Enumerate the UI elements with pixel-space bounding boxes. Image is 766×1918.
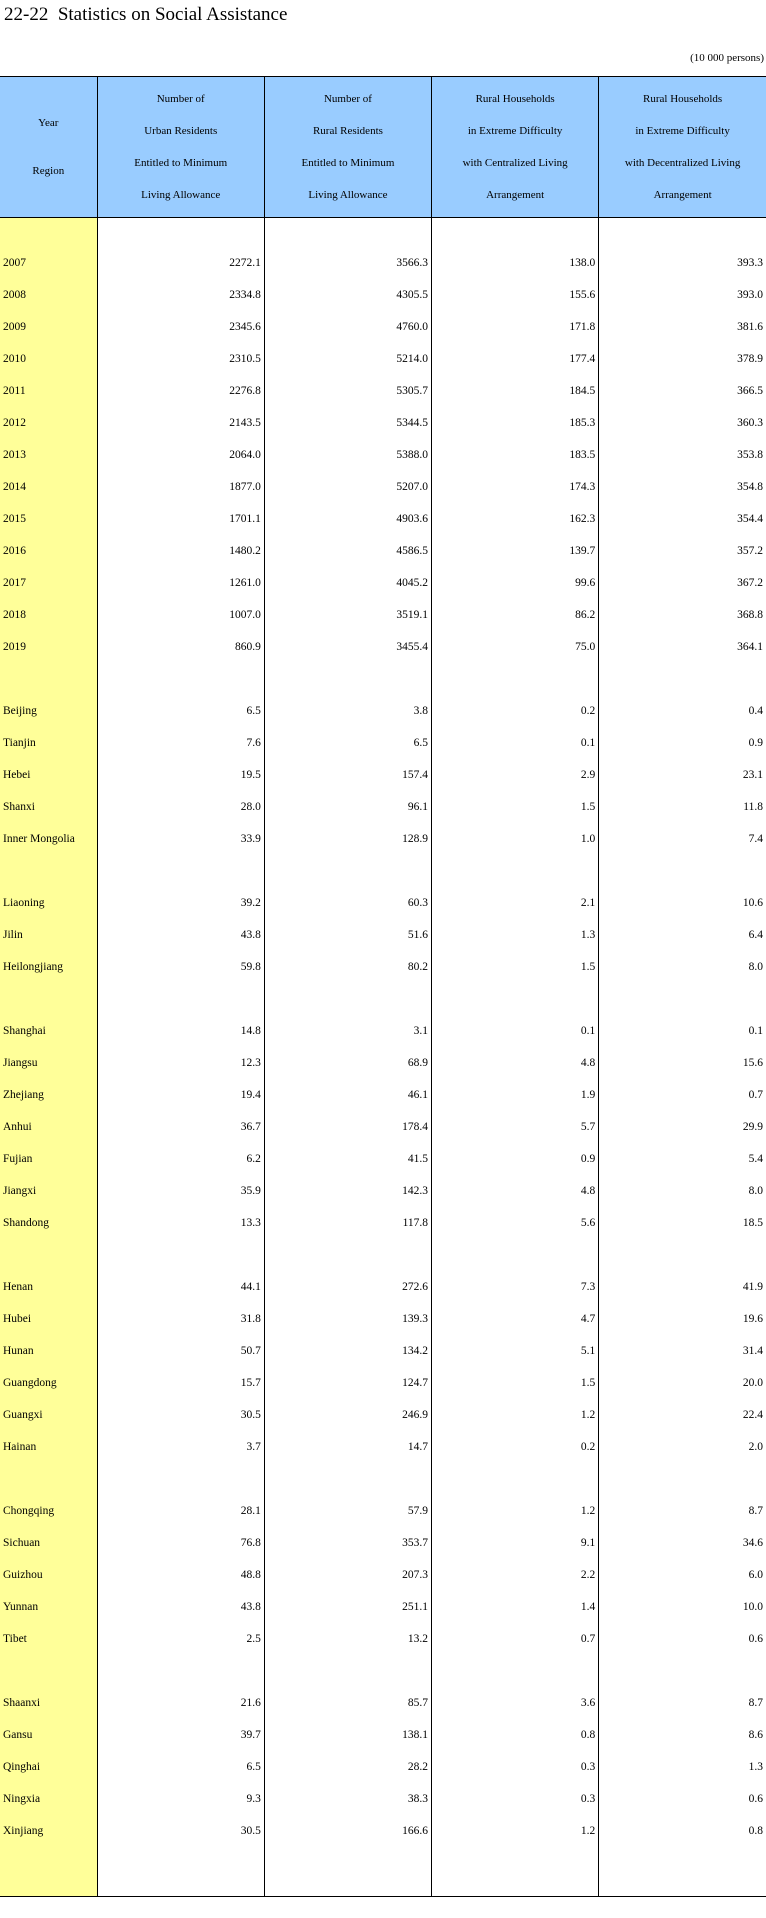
data-cell: 38.3 <box>264 1783 431 1815</box>
row-label: 2016 <box>0 535 97 567</box>
row-label: 2010 <box>0 343 97 375</box>
row-label: 2011 <box>0 375 97 407</box>
data-cell: 7.3 <box>432 1271 599 1303</box>
table-row <box>0 1367 766 1399</box>
data-cell: 246.9 <box>264 1399 431 1431</box>
data-cell: 0.2 <box>432 695 599 727</box>
data-cell: 5214.0 <box>264 343 431 375</box>
row-label: Guangdong <box>0 1367 97 1399</box>
data-cell: 1.2 <box>432 1495 599 1527</box>
data-cell: 33.9 <box>97 823 264 855</box>
data-cell: 177.4 <box>432 343 599 375</box>
data-cell: 75.0 <box>432 631 599 663</box>
table-row <box>0 247 766 279</box>
spacer-row <box>0 855 766 887</box>
data-cell: 28.2 <box>264 1751 431 1783</box>
data-cell: 8.0 <box>599 1175 766 1207</box>
data-cell: 162.3 <box>432 503 599 535</box>
row-label: Shanghai <box>0 1015 97 1047</box>
data-cell: 2334.8 <box>97 279 264 311</box>
data-cell: 171.8 <box>432 311 599 343</box>
statistics-table <box>0 76 766 1897</box>
data-cell: 393.3 <box>599 247 766 279</box>
data-cell: 31.4 <box>599 1335 766 1367</box>
data-cell: 8.6 <box>599 1719 766 1751</box>
data-cell: 19.6 <box>599 1303 766 1335</box>
data-cell: 381.6 <box>599 311 766 343</box>
data-cell: 39.7 <box>97 1719 264 1751</box>
table-row <box>0 375 766 407</box>
table-row <box>0 1591 766 1623</box>
data-cell: 0.6 <box>599 1623 766 1655</box>
row-label: 2017 <box>0 567 97 599</box>
data-cell: 6.4 <box>599 919 766 951</box>
table-row <box>0 1111 766 1143</box>
table-row <box>0 1783 766 1815</box>
row-label: 2007 <box>0 247 97 279</box>
data-cell: 19.5 <box>97 759 264 791</box>
data-cell: 178.4 <box>264 1111 431 1143</box>
data-cell: 1.5 <box>432 1367 599 1399</box>
data-cell: 3.7 <box>97 1431 264 1463</box>
data-cell: 7.4 <box>599 823 766 855</box>
data-cell: 20.0 <box>599 1367 766 1399</box>
data-cell: 11.8 <box>599 791 766 823</box>
table-row <box>0 1815 766 1847</box>
data-cell: 2.1 <box>432 887 599 919</box>
data-cell: 368.8 <box>599 599 766 631</box>
data-cell: 28.0 <box>97 791 264 823</box>
data-cell: 2.0 <box>599 1431 766 1463</box>
data-cell: 367.2 <box>599 567 766 599</box>
data-cell: 5.1 <box>432 1335 599 1367</box>
data-cell: 4586.5 <box>264 535 431 567</box>
data-cell: 1.9 <box>432 1079 599 1111</box>
table-row <box>0 1335 766 1367</box>
row-label: 2018 <box>0 599 97 631</box>
data-cell: 99.6 <box>432 567 599 599</box>
data-cell: 272.6 <box>264 1271 431 1303</box>
data-cell: 0.1 <box>599 1015 766 1047</box>
data-cell: 13.2 <box>264 1623 431 1655</box>
data-cell: 2310.5 <box>97 343 264 375</box>
table-row <box>0 919 766 951</box>
table-row <box>0 1143 766 1175</box>
data-cell: 174.3 <box>432 471 599 503</box>
data-cell: 39.2 <box>97 887 264 919</box>
row-label: Jilin <box>0 919 97 951</box>
row-label: 2012 <box>0 407 97 439</box>
data-cell: 7.6 <box>97 727 264 759</box>
row-label: Hubei <box>0 1303 97 1335</box>
data-cell: 360.3 <box>599 407 766 439</box>
row-label: Guizhou <box>0 1559 97 1591</box>
data-cell: 14.8 <box>97 1015 264 1047</box>
data-cell: 5.6 <box>432 1207 599 1239</box>
data-cell: 22.4 <box>599 1399 766 1431</box>
data-cell: 85.7 <box>264 1687 431 1719</box>
data-cell: 251.1 <box>264 1591 431 1623</box>
data-cell: 1.5 <box>432 951 599 983</box>
data-cell: 41.5 <box>264 1143 431 1175</box>
data-cell: 48.8 <box>97 1559 264 1591</box>
data-cell: 3519.1 <box>264 599 431 631</box>
data-cell: 43.8 <box>97 919 264 951</box>
table-row <box>0 1751 766 1783</box>
data-cell: 5388.0 <box>264 439 431 471</box>
row-label: Shaanxi <box>0 1687 97 1719</box>
data-cell: 139.3 <box>264 1303 431 1335</box>
data-cell: 6.5 <box>97 695 264 727</box>
table-row <box>0 407 766 439</box>
data-cell: 36.7 <box>97 1111 264 1143</box>
data-cell: 35.9 <box>97 1175 264 1207</box>
row-label: Xinjiang <box>0 1815 97 1847</box>
row-label: Heilongjiang <box>0 951 97 983</box>
data-cell: 59.8 <box>97 951 264 983</box>
row-label: 2019 <box>0 631 97 663</box>
data-cell: 4760.0 <box>264 311 431 343</box>
data-cell: 30.5 <box>97 1399 264 1431</box>
data-cell: 30.5 <box>97 1815 264 1847</box>
data-cell: 8.7 <box>599 1687 766 1719</box>
data-cell: 5344.5 <box>264 407 431 439</box>
data-cell: 393.0 <box>599 279 766 311</box>
table-row <box>0 599 766 631</box>
spacer-row <box>0 1847 766 1897</box>
data-cell: 124.7 <box>264 1367 431 1399</box>
table-row <box>0 1559 766 1591</box>
table-row <box>0 759 766 791</box>
data-cell: 18.5 <box>599 1207 766 1239</box>
data-cell: 4.8 <box>432 1175 599 1207</box>
data-cell: 139.7 <box>432 535 599 567</box>
data-cell: 50.7 <box>97 1335 264 1367</box>
data-cell: 6.2 <box>97 1143 264 1175</box>
data-cell: 354.4 <box>599 503 766 535</box>
data-cell: 2.9 <box>432 759 599 791</box>
header-rural-residents: Number of Rural Residents Entitled to Minimum Living Allowance <box>264 77 431 218</box>
data-cell: 9.1 <box>432 1527 599 1559</box>
row-label: Tianjin <box>0 727 97 759</box>
row-label: Anhui <box>0 1111 97 1143</box>
spacer-row <box>0 1655 766 1687</box>
data-cell: 138.1 <box>264 1719 431 1751</box>
row-label: Ningxia <box>0 1783 97 1815</box>
table-row <box>0 695 766 727</box>
table-row <box>0 1399 766 1431</box>
row-label: Hebei <box>0 759 97 791</box>
data-cell: 57.9 <box>264 1495 431 1527</box>
data-cell: 157.4 <box>264 759 431 791</box>
data-cell: 3.6 <box>432 1687 599 1719</box>
data-cell: 9.3 <box>97 1783 264 1815</box>
data-cell: 2272.1 <box>97 247 264 279</box>
table-row <box>0 1175 766 1207</box>
data-cell: 68.9 <box>264 1047 431 1079</box>
data-cell: 2143.5 <box>97 407 264 439</box>
table-row <box>0 727 766 759</box>
data-cell: 1.0 <box>432 823 599 855</box>
row-label: Gansu <box>0 1719 97 1751</box>
row-label: Hainan <box>0 1431 97 1463</box>
row-label: Zhejiang <box>0 1079 97 1111</box>
data-cell: 5.7 <box>432 1111 599 1143</box>
data-cell: 1.4 <box>432 1591 599 1623</box>
data-cell: 2276.8 <box>97 375 264 407</box>
unit-note: (10 000 persons) <box>690 52 764 64</box>
table-row <box>0 1431 766 1463</box>
data-cell: 21.6 <box>97 1687 264 1719</box>
row-label: Jiangxi <box>0 1175 97 1207</box>
row-label: Shanxi <box>0 791 97 823</box>
header-region: Region <box>32 165 65 177</box>
data-cell: 86.2 <box>432 599 599 631</box>
data-cell: 5207.0 <box>264 471 431 503</box>
header-year-region <box>0 77 97 218</box>
data-cell: 0.8 <box>432 1719 599 1751</box>
data-cell: 1480.2 <box>97 535 264 567</box>
data-cell: 5305.7 <box>264 375 431 407</box>
table-row <box>0 1271 766 1303</box>
data-cell: 2.2 <box>432 1559 599 1591</box>
data-cell: 23.1 <box>599 759 766 791</box>
data-cell: 0.7 <box>432 1623 599 1655</box>
data-cell: 0.6 <box>599 1783 766 1815</box>
table-body <box>0 218 766 1897</box>
table-row <box>0 1015 766 1047</box>
data-cell: 3455.4 <box>264 631 431 663</box>
page-title: 22-22 Statistics on Social Assistance <box>4 4 288 25</box>
data-cell: 3566.3 <box>264 247 431 279</box>
data-cell: 51.6 <box>264 919 431 951</box>
data-cell: 6.0 <box>599 1559 766 1591</box>
data-cell: 8.7 <box>599 1495 766 1527</box>
data-cell: 80.2 <box>264 951 431 983</box>
data-cell: 207.3 <box>264 1559 431 1591</box>
header-centralized: Rural Households in Extreme Difficulty with Centralized Living Arrangement <box>432 77 599 218</box>
spacer-row <box>0 1463 766 1495</box>
data-cell: 19.4 <box>97 1079 264 1111</box>
data-cell: 6.5 <box>97 1751 264 1783</box>
data-cell: 0.4 <box>599 695 766 727</box>
row-label: Guangxi <box>0 1399 97 1431</box>
table-row <box>0 1303 766 1335</box>
row-label: Shandong <box>0 1207 97 1239</box>
data-cell: 14.7 <box>264 1431 431 1463</box>
data-cell: 60.3 <box>264 887 431 919</box>
header-decentralized: Rural Households in Extreme Difficulty with Decentralized Living Arrangement <box>599 77 766 218</box>
data-cell: 5.4 <box>599 1143 766 1175</box>
data-cell: 1.2 <box>432 1399 599 1431</box>
data-cell: 1261.0 <box>97 567 264 599</box>
spacer-row <box>0 663 766 695</box>
data-cell: 10.0 <box>599 1591 766 1623</box>
data-cell: 13.3 <box>97 1207 264 1239</box>
data-cell: 76.8 <box>97 1527 264 1559</box>
data-cell: 2064.0 <box>97 439 264 471</box>
data-cell: 0.9 <box>599 727 766 759</box>
table-row <box>0 567 766 599</box>
data-cell: 1.5 <box>432 791 599 823</box>
data-cell: 3.8 <box>264 695 431 727</box>
data-cell: 353.8 <box>599 439 766 471</box>
spacer-row <box>0 1239 766 1271</box>
data-cell: 138.0 <box>432 247 599 279</box>
data-cell: 0.2 <box>432 1431 599 1463</box>
row-label: Liaoning <box>0 887 97 919</box>
table-row <box>0 503 766 535</box>
data-cell: 0.9 <box>432 1143 599 1175</box>
data-cell: 1007.0 <box>97 599 264 631</box>
data-cell: 1877.0 <box>97 471 264 503</box>
data-cell: 44.1 <box>97 1271 264 1303</box>
spacer-row <box>0 218 766 248</box>
data-cell: 4045.2 <box>264 567 431 599</box>
data-cell: 378.9 <box>599 343 766 375</box>
data-cell: 34.6 <box>599 1527 766 1559</box>
row-label: Henan <box>0 1271 97 1303</box>
data-cell: 4.8 <box>432 1047 599 1079</box>
data-cell: 117.8 <box>264 1207 431 1239</box>
table-row <box>0 1207 766 1239</box>
data-cell: 15.7 <box>97 1367 264 1399</box>
row-label: Yunnan <box>0 1591 97 1623</box>
row-label: 2015 <box>0 503 97 535</box>
data-cell: 96.1 <box>264 791 431 823</box>
data-cell: 364.1 <box>599 631 766 663</box>
table-row <box>0 887 766 919</box>
data-cell: 12.3 <box>97 1047 264 1079</box>
data-cell: 185.3 <box>432 407 599 439</box>
data-cell: 155.6 <box>432 279 599 311</box>
data-cell: 28.1 <box>97 1495 264 1527</box>
data-cell: 46.1 <box>264 1079 431 1111</box>
header-row <box>0 77 766 218</box>
table-row <box>0 1527 766 1559</box>
data-cell: 860.9 <box>97 631 264 663</box>
row-label: Chongqing <box>0 1495 97 1527</box>
row-label: 2009 <box>0 311 97 343</box>
data-cell: 0.1 <box>432 1015 599 1047</box>
row-label: 2014 <box>0 471 97 503</box>
row-label: Hunan <box>0 1335 97 1367</box>
data-cell: 134.2 <box>264 1335 431 1367</box>
data-cell: 166.6 <box>264 1815 431 1847</box>
header-year: Year <box>38 117 59 129</box>
table-row <box>0 279 766 311</box>
data-cell: 1.3 <box>599 1751 766 1783</box>
row-label: Beijing <box>0 695 97 727</box>
header-urban-residents: Number of Urban Residents Entitled to Minimum Living Allowance <box>97 77 264 218</box>
table-row <box>0 791 766 823</box>
data-cell: 184.5 <box>432 375 599 407</box>
row-label: 2013 <box>0 439 97 471</box>
data-cell: 1.2 <box>432 1815 599 1847</box>
table-row <box>0 1719 766 1751</box>
data-cell: 353.7 <box>264 1527 431 1559</box>
table-row <box>0 1623 766 1655</box>
table-row <box>0 343 766 375</box>
data-cell: 357.2 <box>599 535 766 567</box>
data-cell: 2345.6 <box>97 311 264 343</box>
data-cell: 0.3 <box>432 1751 599 1783</box>
data-cell: 128.9 <box>264 823 431 855</box>
data-cell: 366.5 <box>599 375 766 407</box>
data-cell: 31.8 <box>97 1303 264 1335</box>
table-row <box>0 951 766 983</box>
data-cell: 4903.6 <box>264 503 431 535</box>
data-cell: 183.5 <box>432 439 599 471</box>
data-cell: 354.8 <box>599 471 766 503</box>
row-label: Sichuan <box>0 1527 97 1559</box>
row-label: 2008 <box>0 279 97 311</box>
row-label: Qinghai <box>0 1751 97 1783</box>
table-row <box>0 535 766 567</box>
data-cell: 10.6 <box>599 887 766 919</box>
table-row <box>0 1079 766 1111</box>
data-cell: 6.5 <box>264 727 431 759</box>
table-row <box>0 311 766 343</box>
table-row <box>0 471 766 503</box>
data-cell: 15.6 <box>599 1047 766 1079</box>
data-cell: 1701.1 <box>97 503 264 535</box>
row-label: Fujian <box>0 1143 97 1175</box>
table-row <box>0 823 766 855</box>
data-cell: 43.8 <box>97 1591 264 1623</box>
data-cell: 142.3 <box>264 1175 431 1207</box>
data-cell: 0.8 <box>599 1815 766 1847</box>
data-cell: 8.0 <box>599 951 766 983</box>
data-cell: 1.3 <box>432 919 599 951</box>
row-label: Jiangsu <box>0 1047 97 1079</box>
table-row <box>0 1687 766 1719</box>
table-row <box>0 439 766 471</box>
table-row <box>0 631 766 663</box>
data-cell: 29.9 <box>599 1111 766 1143</box>
table-row <box>0 1495 766 1527</box>
data-cell: 0.3 <box>432 1783 599 1815</box>
row-label: Tibet <box>0 1623 97 1655</box>
data-cell: 3.1 <box>264 1015 431 1047</box>
data-cell: 0.7 <box>599 1079 766 1111</box>
data-cell: 4.7 <box>432 1303 599 1335</box>
spacer-row <box>0 983 766 1015</box>
row-label: Inner Mongolia <box>0 823 97 855</box>
data-cell: 2.5 <box>97 1623 264 1655</box>
data-cell: 0.1 <box>432 727 599 759</box>
data-cell: 4305.5 <box>264 279 431 311</box>
table-row <box>0 1047 766 1079</box>
data-cell: 41.9 <box>599 1271 766 1303</box>
